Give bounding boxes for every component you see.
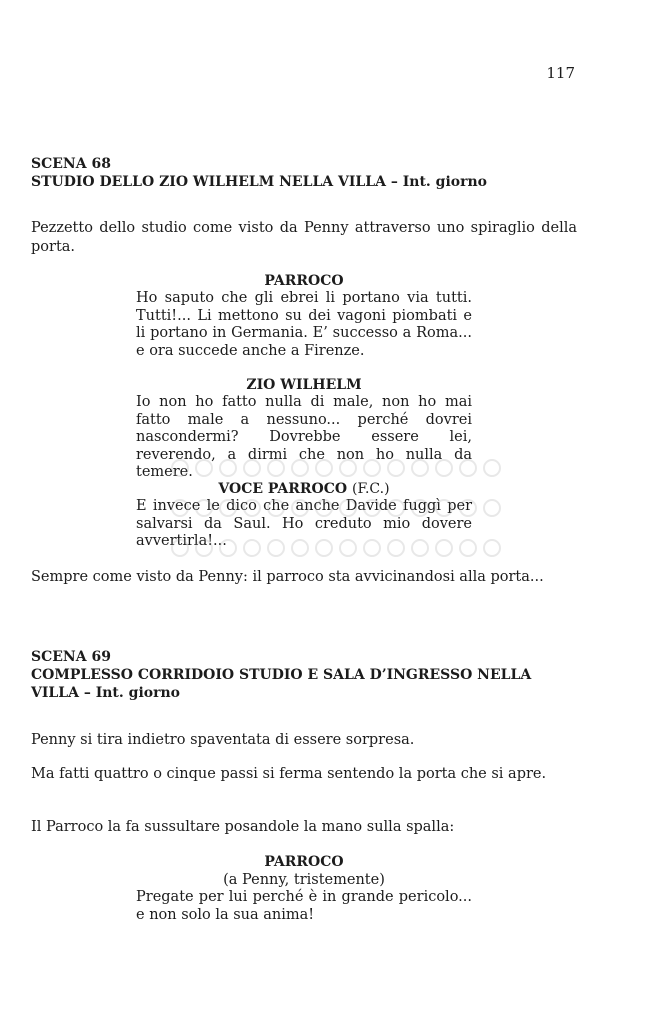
character-name: VOCE PARROCO [218, 481, 348, 497]
character-name: PARROCO [264, 273, 344, 289]
character-name: ZIO WILHELM [246, 377, 362, 393]
action-paragraph: Sempre come visto da Penny: il parroco sta avvicinandosi alla porta... [31, 569, 544, 585]
action-paragraph: Pezzetto dello studio come visto da Penny attraverso uno spiraglio della porta. [31, 220, 577, 255]
scene-location-heading-cont: VILLA – Int. giorno [31, 685, 180, 701]
action-paragraph: Ma fatti quattro o cinque passi si ferma sentendo la porta che si apre. [31, 766, 547, 782]
action-paragraph: Penny si tira indietro spaventata di essere sorpresa. [31, 732, 415, 748]
character-name: PARROCO [264, 854, 344, 870]
scene-location-heading: COMPLESSO CORRIDOIO STUDIO E SALA D’INGRESSO NELLA [31, 667, 532, 683]
dialogue-text: Pregate per lui perché è in grande pericolo... e non solo la sua anima! [136, 889, 472, 923]
scene-location-heading: STUDIO DELLO ZIO WILHELM NELLA VILLA – Int. giorno [31, 174, 488, 190]
character-extension: (F.C.) [351, 481, 390, 497]
page-number: 117 [546, 64, 575, 82]
dialogue-text: Io non ho fatto nulla di male, non ho mai fatto male a nessuno... perché dovrei nascondermi? Dovrebbe essere lei, reverendo, a dirmi che non ho nulla da temere. [136, 394, 472, 480]
parenthetical: (a Penny, tristemente) [223, 872, 385, 888]
dialogue-text: Ho saputo che gli ebrei li portano via tutti. Tutti!... Li mettono su dei vagoni piombati e li portano in Germania. E’ successo a Roma... e ora succede anche a Firenze. [136, 290, 472, 359]
action-paragraph: Il Parroco la fa sussultare posandole la mano sulla spalla: [31, 819, 455, 835]
scene-number-heading: SCENA 69 [31, 649, 111, 665]
dialogue-text: E invece le dico che anche Davide fuggì per salvarsi da Saul. Ho creduto mio dovere avvertirla!... [136, 498, 472, 549]
watermark-pattern [160, 452, 510, 564]
scene-number-heading: SCENA 68 [31, 156, 111, 172]
